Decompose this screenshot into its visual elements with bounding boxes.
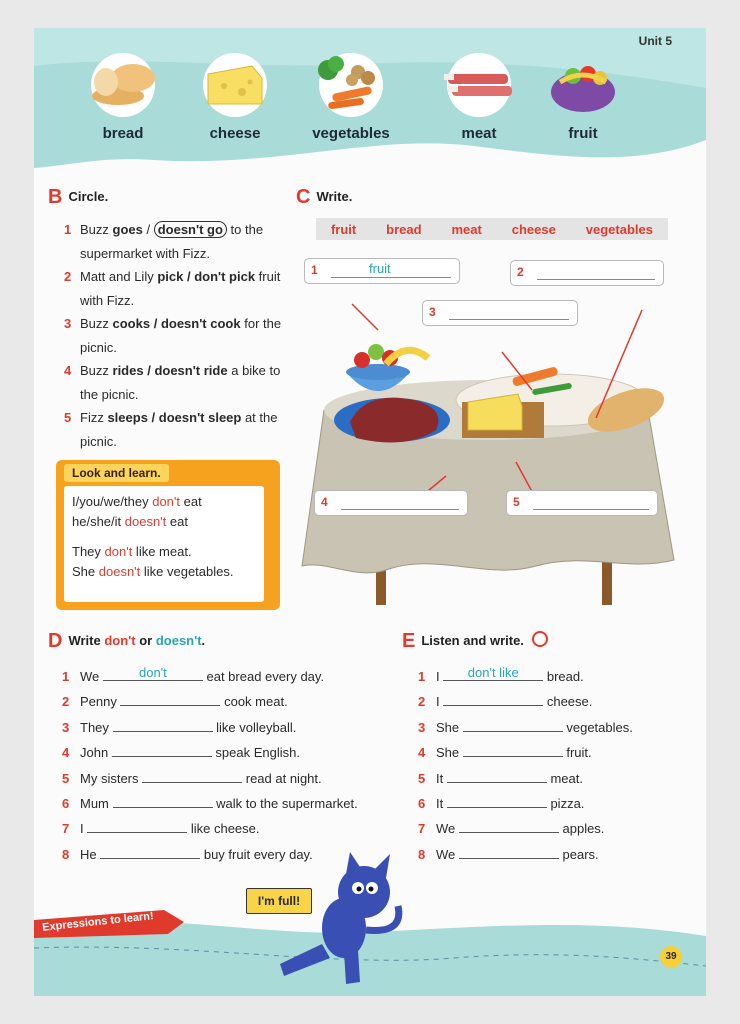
write-exercise-e — [418, 664, 633, 867]
answer-blank[interactable] — [459, 818, 559, 833]
answer-blank[interactable] — [443, 691, 543, 706]
option-b[interactable]: don't pick — [194, 269, 256, 284]
list-item: 3 They like volleyball. — [62, 715, 358, 740]
food-meat — [424, 52, 534, 142]
section-letter: E — [402, 630, 416, 652]
expressions-banner — [34, 908, 184, 938]
word-item: fruit — [330, 221, 357, 237]
answer-blank[interactable] — [87, 818, 187, 833]
word-item: cheese — [511, 221, 556, 237]
food-label: fruit — [568, 125, 598, 142]
list-item: 1 I don't like bread. — [418, 665, 584, 684]
food-label: bread — [102, 125, 144, 142]
option-a[interactable]: pick — [157, 269, 184, 284]
answer-blank[interactable] — [463, 742, 563, 757]
expressions-label: Expressions to learn! — [41, 910, 155, 934]
list-item: 2 Penny cook meat. — [62, 689, 358, 714]
list-item: 6 Mum walk to the supermarket. — [62, 791, 358, 816]
answer-blank[interactable] — [120, 691, 220, 706]
write-exercise-d — [62, 664, 358, 867]
cat-character — [274, 848, 424, 988]
speech-bubble: I'm full! — [246, 888, 312, 914]
answer-blank[interactable] — [447, 768, 547, 783]
list-item: 4 John speak English. — [62, 740, 358, 765]
option-a[interactable]: goes — [112, 222, 143, 237]
word-item: meat — [451, 221, 482, 237]
list-item: 8 He buy fruit every day. — [62, 842, 358, 867]
answer-blank[interactable] — [100, 844, 200, 859]
circle-exercise-list — [64, 218, 294, 453]
list-item: 5 Fizz sleeps / doesn't sleep at the picnic. — [64, 410, 278, 449]
list-item: 7 We apples. — [418, 816, 633, 841]
section-letter: D — [48, 630, 63, 652]
section-title-text: Write. — [316, 189, 353, 204]
bread-icon — [78, 52, 168, 118]
write-box-2[interactable]: 2 — [510, 260, 664, 286]
meat-icon — [434, 52, 524, 118]
answer-blank[interactable] — [463, 717, 563, 732]
option-a[interactable]: cooks — [112, 316, 151, 331]
answer-blank[interactable] — [447, 793, 547, 808]
list-item: 7 I like cheese. — [62, 816, 358, 841]
grammar-box: I/you/we/they don't eat he/she/it doesn't eat They don't like meat. She doesn't like vegetables. — [64, 486, 264, 602]
audio-icon[interactable] — [532, 631, 548, 647]
answer-blank[interactable] — [112, 742, 212, 757]
section-b-title — [48, 186, 108, 209]
answer-blank[interactable] — [459, 844, 559, 859]
list-item: 3 Buzz cooks / doesn't cook for the picnic. — [64, 316, 282, 355]
food-fruit — [528, 52, 638, 142]
food-label: cheese — [209, 125, 261, 142]
food-label: meat — [461, 125, 497, 142]
page-number: 39 — [660, 946, 682, 968]
option-a[interactable]: sleeps — [107, 410, 148, 425]
list-item: 2 I cheese. — [418, 689, 633, 714]
section-title-text: Listen and write. — [421, 633, 524, 648]
food-cheese — [180, 52, 290, 142]
list-item: 1 Buzz goes / doesn't go to the supermarket with Fizz. — [64, 222, 264, 261]
food-bread — [68, 52, 178, 142]
list-item: 1 We don't eat bread every day. — [62, 665, 325, 684]
option-b[interactable]: doesn't ride — [154, 363, 228, 378]
cheese-icon — [190, 52, 280, 118]
list-item: 5 It meat. — [418, 766, 633, 791]
food-vegetables — [296, 52, 406, 142]
section-c-title — [296, 186, 352, 209]
write-box-1[interactable]: 1 fruit — [304, 258, 460, 284]
write-box-3[interactable]: 3 — [422, 300, 578, 326]
word-item: bread — [386, 221, 422, 237]
unit-label: Unit 5 — [638, 34, 672, 48]
answer-blank[interactable] — [113, 717, 213, 732]
word-box — [316, 218, 668, 240]
food-label: vegetables — [312, 125, 390, 142]
write-box-4[interactable]: 4 — [314, 490, 468, 516]
section-letter: B — [48, 186, 63, 208]
list-item: 3 She vegetables. — [418, 715, 633, 740]
write-box-5[interactable]: 5 — [506, 490, 658, 516]
fruit-icon — [538, 52, 628, 118]
answer-blank[interactable]: don't — [103, 666, 203, 681]
vegetables-icon — [306, 52, 396, 118]
option-b-circled[interactable]: doesn't go — [154, 221, 227, 238]
option-a[interactable]: rides — [112, 363, 144, 378]
list-item: 8 We pears. — [418, 842, 633, 867]
answer-blank[interactable] — [113, 793, 213, 808]
answer-text: fruit — [369, 261, 391, 276]
list-item: 4 She fruit. — [418, 740, 633, 765]
look-and-learn-title: Look and learn. — [64, 464, 169, 482]
section-d-title: D Write don't or doesn't. — [48, 630, 206, 652]
section-letter: C — [296, 186, 311, 208]
answer-blank[interactable] — [142, 768, 242, 783]
list-item: 6 It pizza. — [418, 791, 633, 816]
list-item: 4 Buzz rides / doesn't ride a bike to the picnic. — [64, 363, 281, 402]
section-e-title — [402, 630, 548, 653]
list-item: 2 Matt and Lily pick / don't pick fruit with Fizz. — [64, 269, 281, 308]
option-b[interactable]: doesn't cook — [160, 316, 241, 331]
option-b[interactable]: doesn't sleep — [158, 410, 242, 425]
list-item: 5 My sisters read at night. — [62, 766, 358, 791]
look-and-learn-box — [56, 460, 280, 610]
picnic-table-illustration — [296, 290, 676, 610]
answer-blank[interactable]: don't like — [443, 666, 543, 681]
section-title-text: Circle. — [68, 189, 109, 204]
word-item: vegetables — [585, 221, 653, 237]
workbook-page — [34, 28, 706, 996]
